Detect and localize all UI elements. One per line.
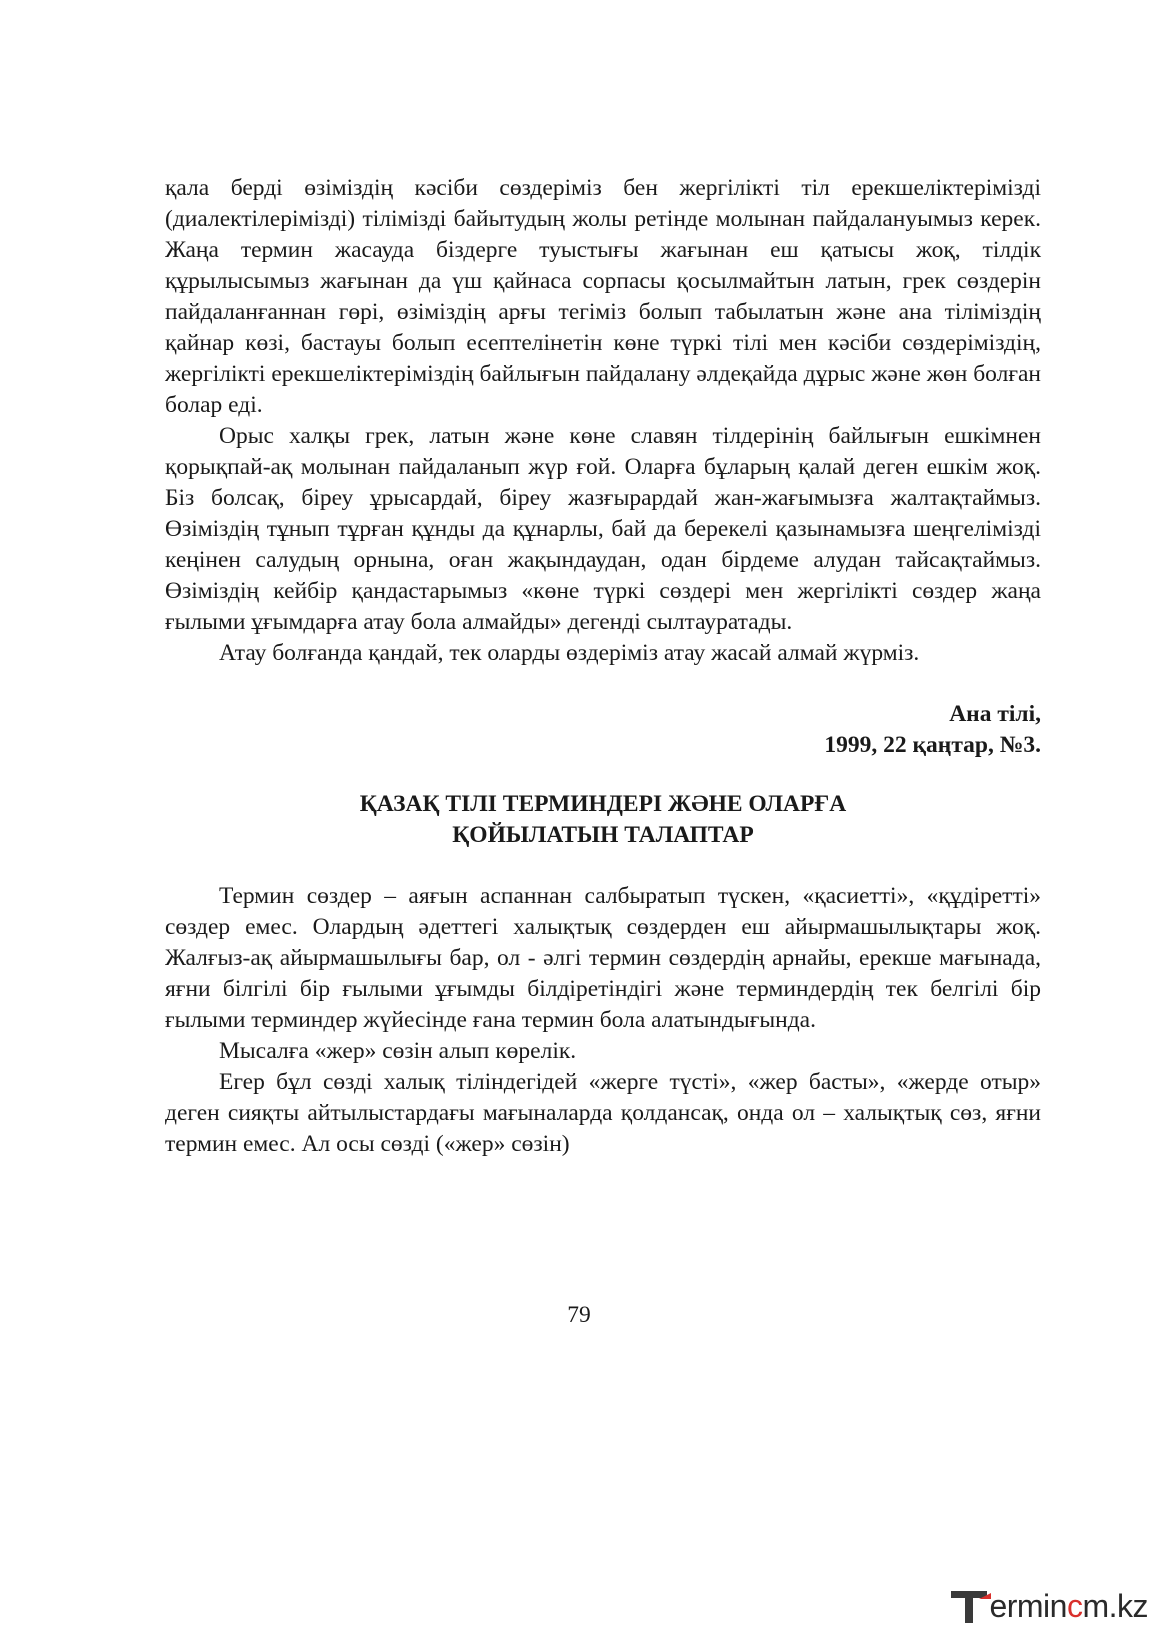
watermark (949, 1585, 1148, 1627)
section-title (165, 789, 1041, 851)
paragraph-2: Орыс халқы грек, латын және көне славян тілдерінің байлығын ешкімнен қорықпай-ақ молынан пайдаланып жүр ғой. Оларға бұларың қалай деген ешкім жоқ. Біз болсақ, біреу ұрысардай, біреу жазғырардай жан-жағымызға жалтақтаймыз. Өзіміздің тұнып тұрған құнды да құнарлы, бай да берекелі қазынамызға шеңгелімізді кеңінен салудың орнына, оған жақындаудан, одан бірдеме алудан тайсақтаймыз. Өзіміздің кейбір қандастарымыз «көне түркі сөздері мен жергілікті сөздер жаңа ғылыми ұғымдарға атау бола алмайды» дегенді сылтауратады. (165, 423, 1041, 635)
paragraph-6: Егер бұл сөзді халық тіліндегідей «жерге түсті», «жер басты», «жерде отыр» деген сияқты айтылыстардағы мағыналарда қолдансақ, онда ол – халықтық сөз, яғни термин емес. Ал осы сөзді («жер» сөзін) (165, 1069, 1041, 1157)
terminkom-logo-icon (949, 1585, 993, 1627)
watermark-text: ermincm.kz (989, 1587, 1148, 1624)
paragraph-4: Термин сөздер – аяғын аспаннан салбыратып түскен, «қасиетті», «құдіретті» сөздер емес. Олардың әдеттегі халықтық сөздерден еш айырмашылықтары жоқ. Жалғыз-ақ айырмашылығы бар, ол - әлгі термин сөздердің арнайы, ерекше мағынада, яғни білгілі бір ғылыми ұғымды білдіретіндігі және терминдердің тек белгілі бір ғылыми терминдер жүйесінде ғана термин бола алатындығында. (165, 883, 1041, 1033)
paragraph-1: қала берді өзіміздің кәсіби сөздеріміз бен жергілікті тіл ерекшеліктерімізді (диалектілерімізді) тілімізді байытудың жолы ретінде молынан пайдалануымыз керек. Жаңа термин жасауда біздерге туыстығы жағынан еш қатысы жоқ, тілдік құрылысымыз жағынан да үш қайнаса сорпасы қосылмайтын латын, грек сөздерін пайдаланғаннан гөрі, өзіміздің арғы тегіміз болып табылатын және ана тіліміздің қайнар көзі, бастауы болып есептелінетін көне түркі тілі мен кәсіби сөздеріміздің, жергілікті ерекшеліктеріміздің байлығын пайдалану әлдеқайда дұрыс және жөн болған болар еді. (165, 175, 1041, 418)
paragraph-3: Атау болғанда қандай, тек оларды өздеріміз атау жасай алмай жүрміз. (219, 640, 920, 666)
source-line-2: 1999, 22 қаңтар, №3. (824, 732, 1041, 758)
document-page (165, 173, 1041, 1160)
paragraph-5: Мысалға «жер» сөзін алып көрелік. (219, 1038, 577, 1064)
watermark-accent: c (1066, 1587, 1083, 1624)
page-number: 79 (567, 1302, 591, 1328)
section-title-line-2: ҚОЙЫЛАТЫН ТАЛАПТАР (452, 822, 754, 848)
source-line-1: Ана тілі, (949, 701, 1041, 727)
source-citation (165, 699, 1041, 761)
section-title-line-1: ҚАЗАҚ ТІЛІ ТЕРМИНДЕРІ ЖӘНЕ ОЛАРҒА (359, 791, 847, 817)
